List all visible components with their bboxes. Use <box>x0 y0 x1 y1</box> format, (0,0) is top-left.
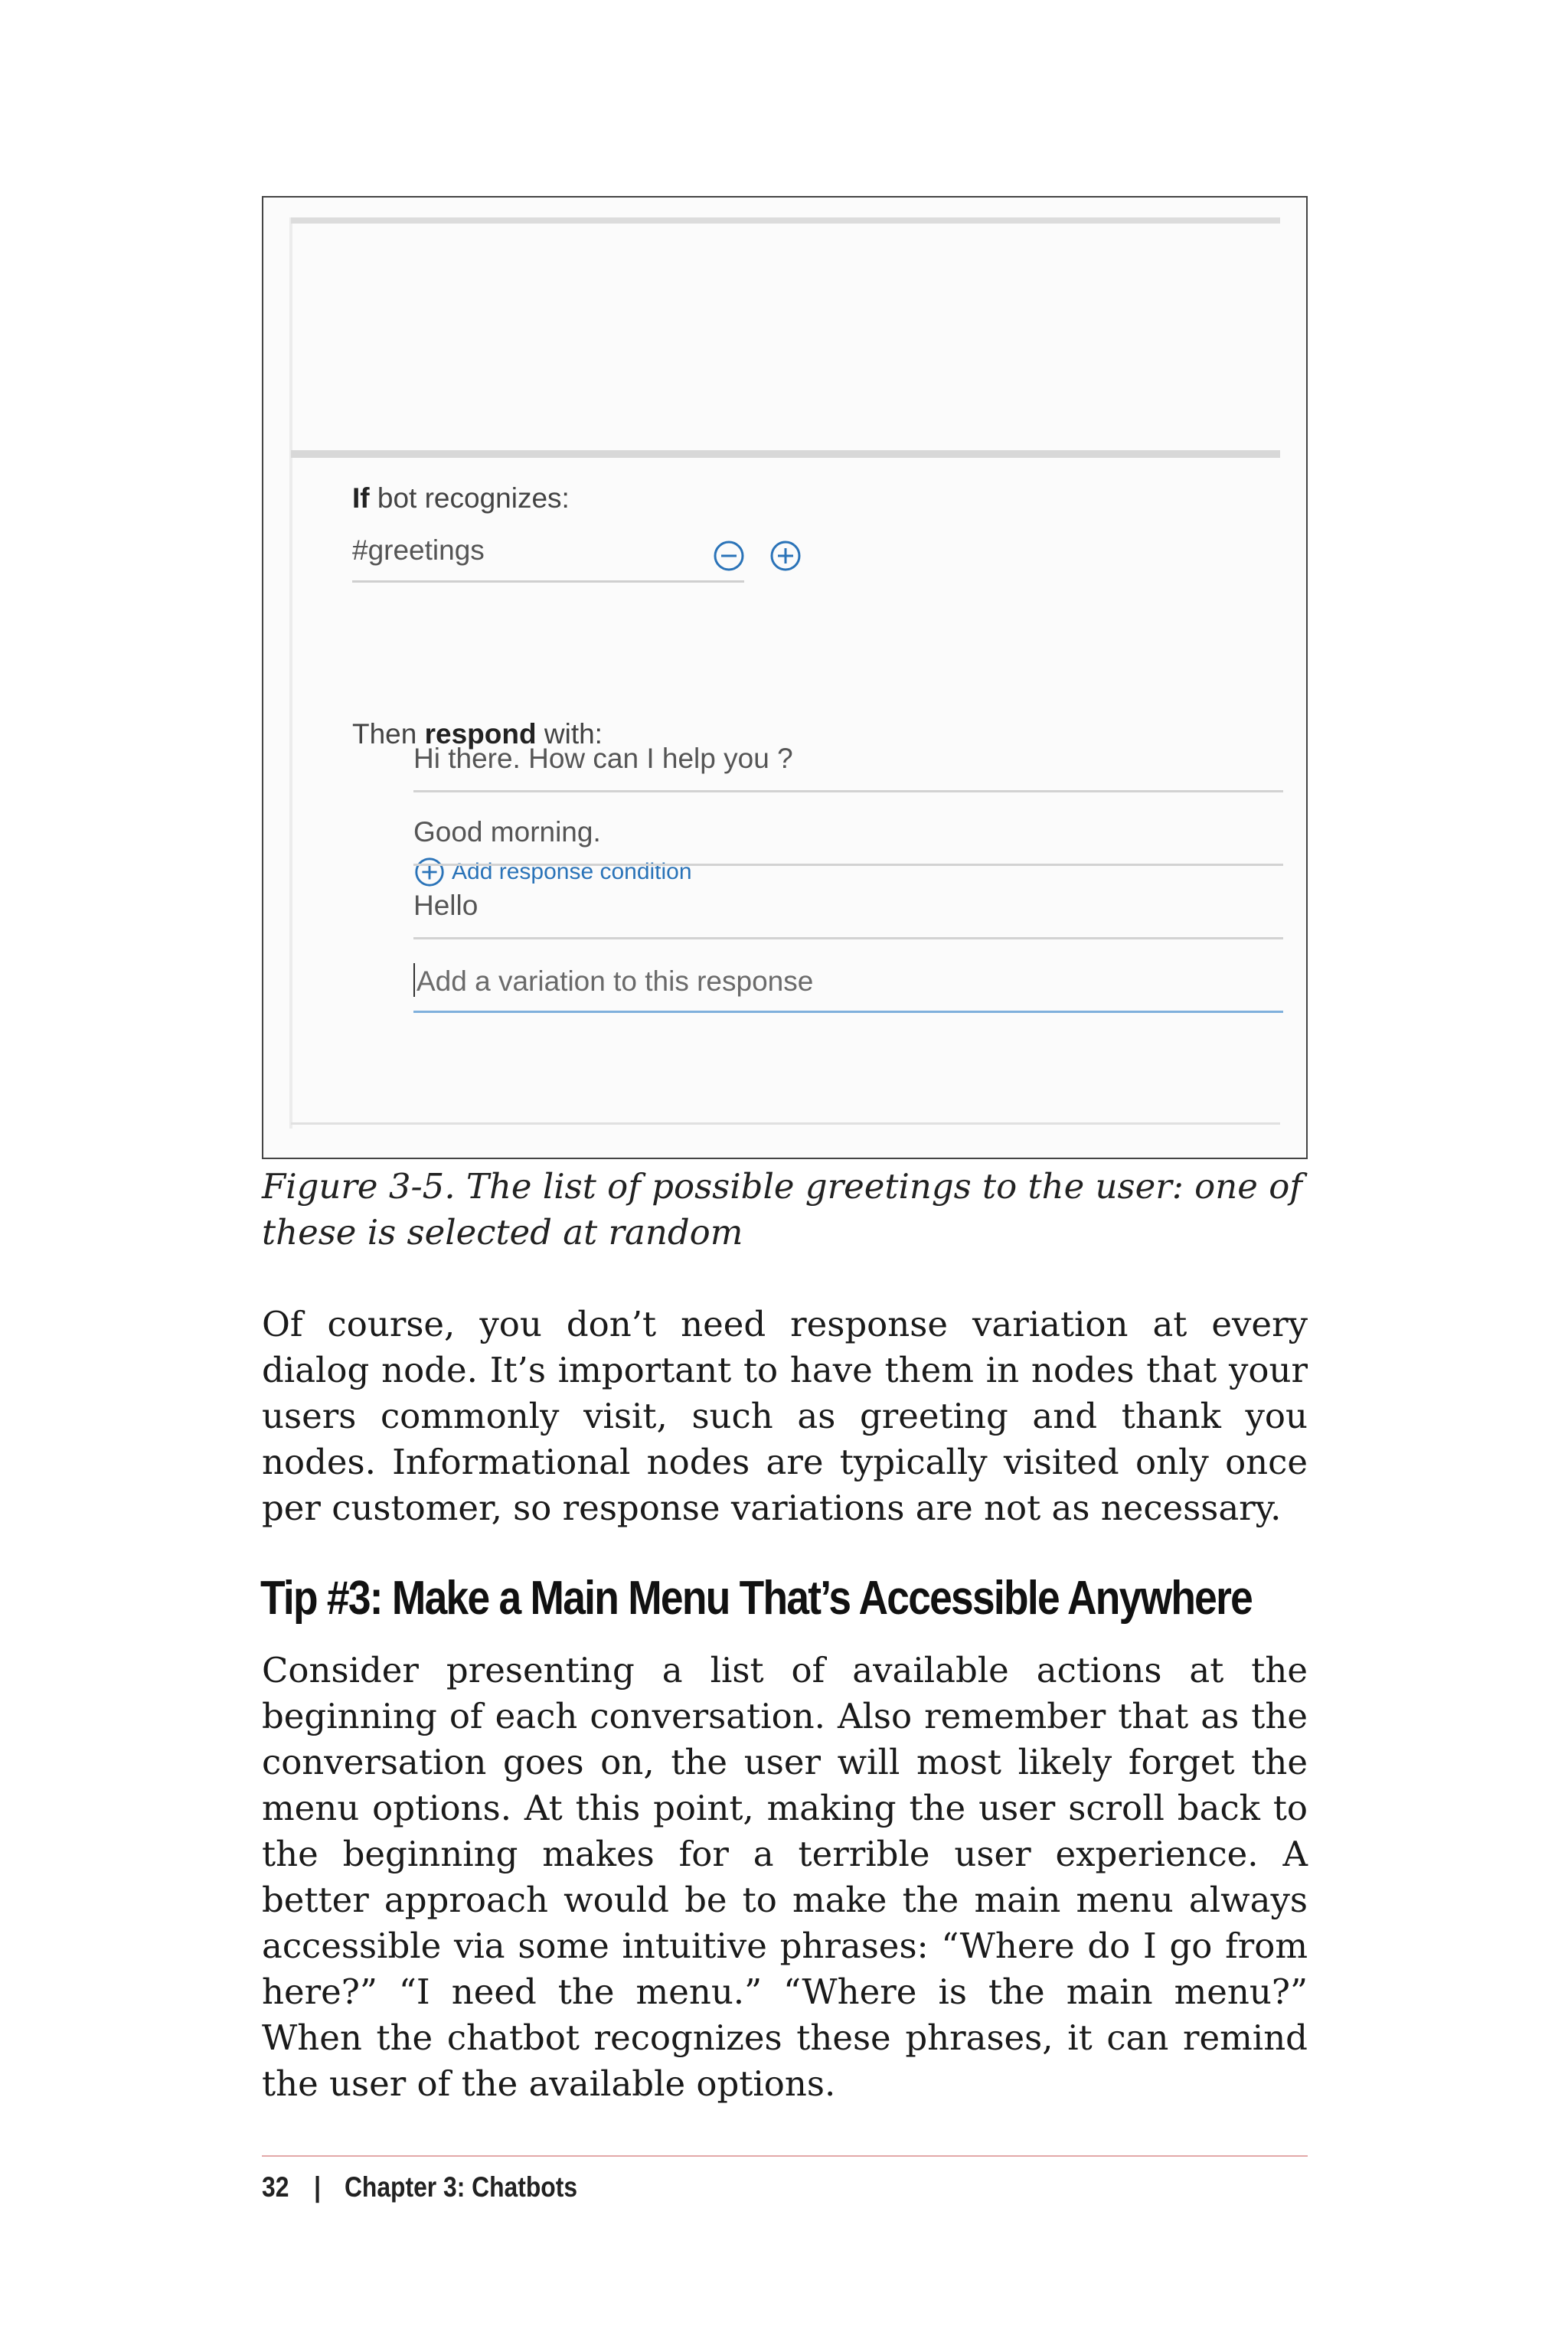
intent-condition-field[interactable]: #greetings <box>352 534 744 583</box>
body-paragraph-2: Consider presenting a list of available actions at the beginning of each conversation. Also remember that as the conversation goes on, the user will most likely forget the menu options. At this point, making the user scroll back to the beginning makes for a terrible user experience. A better approach would be to make the main menu always accessible via some intuitive phrases: “Where do I go from here?” “I need the menu.” “Where is the main menu?” When the chatbot recognizes these phrases, it can remind the user of the available options. <box>262 1650 1308 2104</box>
chapter-title: Chapter 3: Chatbots <box>344 2171 578 2203</box>
response-variation-2[interactable]: Good morning. <box>413 816 1283 866</box>
panel-top-divider <box>291 217 1280 224</box>
panel-left-edge <box>289 217 292 1129</box>
footer-separator: | <box>314 2171 321 2203</box>
footer-rule <box>262 2155 1308 2157</box>
page-footer <box>262 2167 577 2208</box>
body-paragraph-1: Of course, you don’t need response variation at every dialog node. It’s important to have them in nodes that your users commonly visit, such as greeting and thank you nodes. Informational nodes are typically visited only once per customer, so response variations are not as necessary. <box>262 1304 1308 1528</box>
text-caret <box>413 963 415 997</box>
then-respond-label: Then respond with: <box>352 718 603 750</box>
add-variation-input[interactable]: Add a variation to this response <box>413 963 1283 1013</box>
response-variation-3[interactable]: Hello <box>413 890 1283 939</box>
add-response-condition-button[interactable]: Add response condition <box>413 856 692 888</box>
panel-bottom-divider <box>291 1122 1280 1125</box>
if-bot-recognizes-label: If bot recognizes: <box>352 482 570 514</box>
page-number: 32 <box>262 2171 289 2203</box>
add-condition-icon[interactable] <box>769 539 802 573</box>
section-heading: Tip #3: Make a Main Menu That’s Accessible Anywhere <box>260 1572 1253 1625</box>
remove-condition-icon[interactable] <box>712 539 746 573</box>
figure-caption: Figure 3-5. The list of possible greetings to the user: one of these is selected at random <box>262 1166 1302 1253</box>
figure-screenshot <box>262 196 1308 1159</box>
panel-section-divider <box>291 450 1280 458</box>
response-variation-1[interactable]: Hi there. How can I help you ? <box>413 743 1283 792</box>
